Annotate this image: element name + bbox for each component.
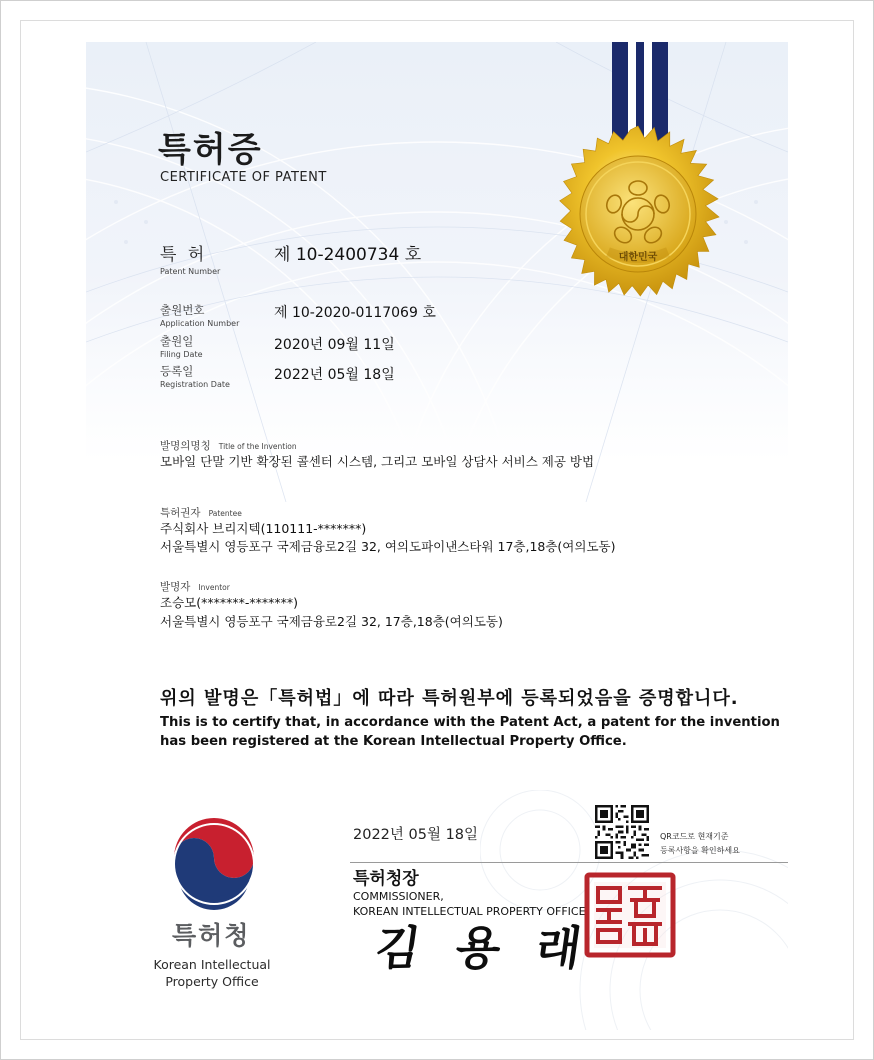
certification-english-line1: This is to certify that, in accordance with the Patent Act, a patent for the invention: [160, 715, 780, 730]
seal-text: 대한민국: [618, 252, 658, 263]
kipo-logo-english-line2: Property Office: [165, 974, 259, 989]
registration-date-value: 2022년 05월 18일: [274, 367, 395, 383]
national-seal-medal: [548, 42, 728, 304]
kipo-logo-english: [140, 956, 284, 990]
inventor-address: 서울특별시 영등포구 국제금융로2길 32, 17층,18층(여의도동): [160, 614, 503, 629]
patentee-heading: [160, 501, 242, 520]
medal-starburst: [560, 126, 719, 296]
certification-english-line2: has been registered at the Korean Intellectual Property Office.: [160, 734, 627, 749]
commissioner-english-line1: COMMISSIONER,: [353, 890, 444, 903]
qr-code-icon[interactable]: [594, 805, 650, 859]
qr-note-line1: QR코드로 현재기준: [660, 832, 729, 841]
application-number-value: 제 10-2020-0117069 호: [274, 305, 436, 321]
qr-note-line2: 등록사항을 확인하세요: [660, 846, 740, 855]
inventor-heading: [160, 575, 230, 594]
commissioner-signature: 김 용 래: [371, 921, 595, 975]
registration-date-label: 등록일: [160, 364, 194, 378]
invention-title-heading: [160, 434, 297, 453]
issue-date: 2022년 05월 18일: [353, 827, 479, 843]
patentee-address: 서울특별시 영등포구 국제금융로2길 32, 여의도파이낸스타워 17층,18층(여의도동): [160, 539, 616, 554]
invention-title-value: 모바일 단말 기반 확장된 콜센터 시스템, 그리고 모바일 상담사 서비스 제공 방법: [160, 454, 595, 469]
kipo-logo-english-line1: Korean Intellectual: [153, 957, 271, 972]
qr-note: [660, 830, 740, 858]
certification-korean: 위의 발명은「특허법」에 따라 특허원부에 등록되었음을 증명합니다.: [160, 688, 739, 709]
application-number-label-english: Application Number: [160, 319, 240, 328]
patent-number-value: 제 10-2400734 호: [274, 245, 422, 265]
inventor-label: 발명자: [160, 581, 191, 593]
kipo-logo-icon: [168, 818, 260, 910]
commissioner-title: 특허청장: [353, 869, 419, 889]
filing-date-label: 출원일: [160, 334, 194, 348]
signature-divider: [350, 862, 788, 863]
registration-date-label-english: Registration Date: [160, 380, 230, 389]
patentee-name: 주식회사 브리지텍(110111-*******): [160, 521, 367, 536]
certificate-title: 특허증: [158, 130, 263, 170]
certificate-title-english: CERTIFICATE OF PATENT: [160, 170, 327, 185]
certification-english: [160, 713, 780, 751]
patent-number-label: 특 허: [160, 245, 208, 265]
patentee-label: 특허권자: [160, 507, 201, 519]
official-seal-icon: [584, 872, 676, 958]
kipo-logo-korean: 특허청: [172, 921, 251, 950]
application-number-label: 출원번호: [160, 303, 205, 317]
patentee-label-english: Patentee: [208, 509, 242, 518]
inventor-name: 조승모(*******-*******): [160, 595, 298, 610]
invention-title-label: 발명의명칭: [160, 440, 211, 452]
filing-date-label-english: Filing Date: [160, 350, 203, 359]
patent-number-label-english: Patent Number: [160, 267, 221, 276]
invention-title-label-english: Title of the Invention: [218, 442, 297, 451]
commissioner-english-line2: KOREAN INTELLECTUAL PROPERTY OFFICE: [353, 905, 586, 918]
inventor-label-english: Inventor: [198, 583, 230, 592]
filing-date-value: 2020년 09월 11일: [274, 337, 395, 353]
